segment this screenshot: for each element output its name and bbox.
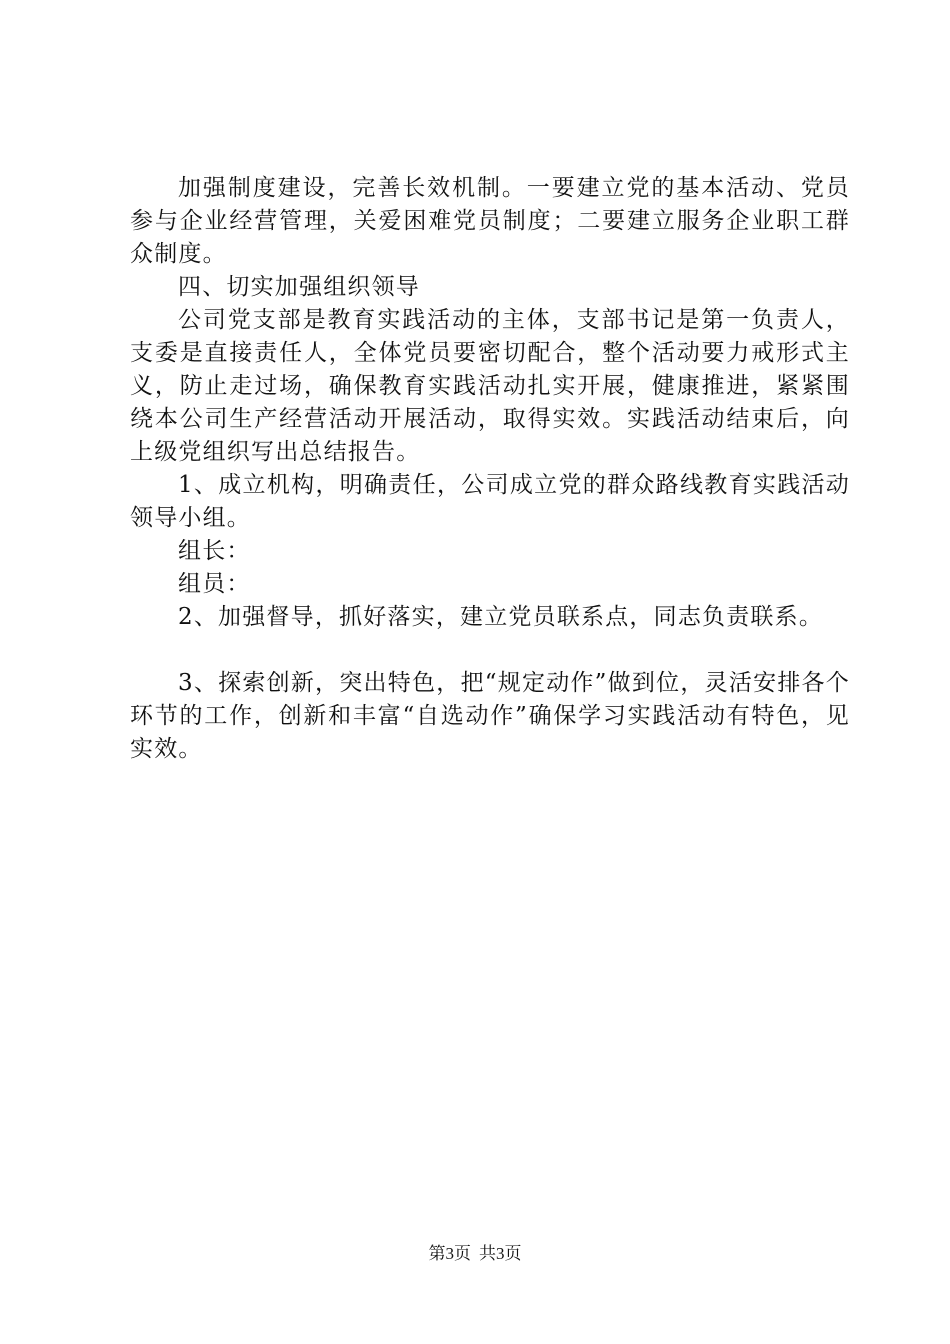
paragraph-group-leader: 组长：	[178, 538, 251, 564]
paragraph-item-3: 3、探索创新，突出特色，把“规定动作”做到位，灵活安排各个环节的工作，创新和丰富“自选动作”确保学习实践活动有特色，见实效。	[130, 670, 850, 762]
page-number: 第3页	[428, 1244, 471, 1263]
document-body	[130, 172, 850, 766]
section-heading-organization: 四、切实加强组织领导	[178, 274, 420, 300]
total-pages: 共3页	[479, 1244, 522, 1263]
paragraph-system-building: 加强制度建设，完善长效机制。一要建立党的基本活动、党员参与企业经营管理，关爱困难党员制度；二要建立服务企业职工群众制度。	[130, 175, 850, 267]
paragraph-item-1: 1、成立机构，明确责任，公司成立党的群众路线教育实践活动领导小组。	[130, 472, 850, 531]
page-footer	[0, 1244, 950, 1264]
paragraph-item-2: 2、加强督导，抓好落实，建立党员联系点，同志负责联系。	[178, 604, 824, 630]
paragraph-group-members: 组员：	[178, 571, 251, 597]
paragraph-party-branch: 公司党支部是教育实践活动的主体，支部书记是第一负责人，支委是直接责任人，全体党员要密切配合，整个活动要力戒形式主义，防止走过场，确保教育实践活动扎实开展，健康推进，紧紧围绕本公司生产经营活动开展活动，取得实效。实践活动结束后，向上级党组织写出总结报告。	[130, 307, 850, 465]
